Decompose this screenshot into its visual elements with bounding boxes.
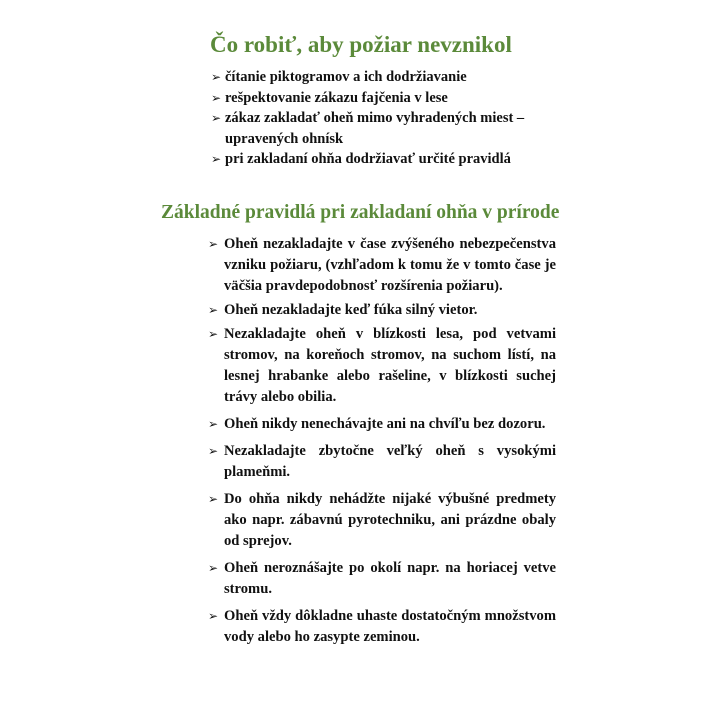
arrow-bullet-icon: ➢ <box>208 492 219 506</box>
list-item <box>208 300 556 321</box>
list-item <box>211 88 571 109</box>
list-item-text: zákaz zakladať oheň mimo vyhradených miest – upravených ohnísk <box>225 110 525 147</box>
arrow-bullet-icon: ➢ <box>208 609 219 623</box>
arrow-bullet-icon: ➢ <box>208 237 219 251</box>
prevention-list <box>211 67 571 170</box>
list-item-text: pri zakladaní ohňa dodržiavať určité pravidlá <box>225 151 511 167</box>
arrow-bullet-icon: ➢ <box>211 111 222 125</box>
arrow-bullet-icon: ➢ <box>211 152 222 166</box>
section-title-prevention: Čo robiť, aby požiar nevznikol <box>210 32 512 57</box>
list-item-text: Do ohňa nikdy nehádžte nijaké výbušné predmety ako napr. zábavnú pyrotechniku, ani prázdne obaly od sprejov. <box>224 491 556 549</box>
arrow-bullet-icon: ➢ <box>208 417 219 431</box>
list-item-text: Oheň nikdy nenechávajte ani na chvíľu bez dozoru. <box>224 416 546 432</box>
list-item <box>211 149 571 170</box>
list-item-text: Oheň neroznášajte po okolí napr. na horiacej vetve stromu. <box>224 560 556 597</box>
arrow-bullet-icon: ➢ <box>211 90 222 105</box>
arrow-bullet-icon: ➢ <box>208 327 219 341</box>
list-item <box>208 489 556 552</box>
list-item <box>208 414 556 435</box>
list-item <box>211 108 571 149</box>
fire-rules-list <box>208 234 556 648</box>
section-title-fire-rules: Základné pravidlá pri zakladaní ohňa v prírode <box>161 202 560 223</box>
arrow-bullet-icon: ➢ <box>208 303 219 317</box>
list-item-text: Oheň vždy dôkladne uhaste dostatočným množstvom vody alebo ho zasypte zeminou. <box>224 608 556 645</box>
list-item <box>208 234 556 297</box>
list-item-text: rešpektovanie zákazu fajčenia v lese <box>225 89 448 106</box>
list-item-text: čítanie piktogramov a ich dodržiavanie <box>225 69 467 85</box>
list-item <box>211 67 571 88</box>
list-item-text: Nezakladajte zbytočne veľký oheň s vysokými plameňmi. <box>224 443 556 480</box>
list-item-text: Oheň nezakladajte keď fúka silný vietor. <box>224 302 478 318</box>
list-item <box>208 606 556 648</box>
arrow-bullet-icon: ➢ <box>208 444 219 458</box>
arrow-bullet-icon: ➢ <box>208 561 219 575</box>
list-item <box>208 441 556 483</box>
arrow-bullet-icon: ➢ <box>211 70 222 84</box>
list-item-text: Nezakladajte oheň v blízkosti lesa, pod vetvami stromov, na koreňoch stromov, na suchom lístí, na lesnej hrabanke alebo rašeline, v blízkosti suchej trávy alebo obilia. <box>224 326 556 405</box>
list-item <box>208 558 556 600</box>
list-item-text: Oheň nezakladajte v čase zvýšeného nebezpečenstva vzniku požiaru, (vzhľadom k tomu že v tomto čase je väčšia pravdepodobnosť rozšírenia požiaru). <box>224 236 556 294</box>
list-item <box>208 324 556 408</box>
